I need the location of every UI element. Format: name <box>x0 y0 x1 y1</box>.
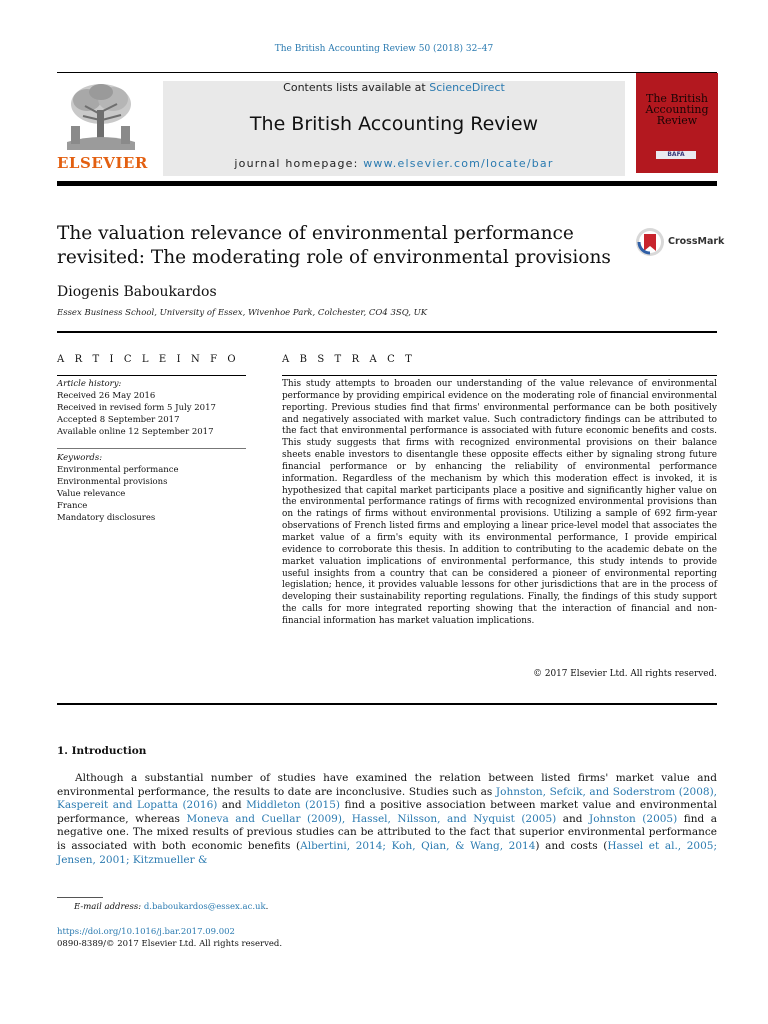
elsevier-wordmark: ELSEVIER <box>57 154 148 172</box>
citation-link[interactable]: Johnston (2005) <box>589 812 678 825</box>
journal-title: The British Accounting Review <box>249 113 539 135</box>
introduction-heading: 1. Introduction <box>57 745 147 757</box>
history-item: Received 26 May 2016 <box>57 390 156 401</box>
citation-link[interactable]: Albertini, 2014; Koh, Qian, & Wang, 2014 <box>300 839 536 852</box>
keyword-item: France <box>57 500 88 511</box>
section-rule <box>57 703 717 705</box>
intro-text-run: and <box>217 799 247 812</box>
contents-prefix: Contents lists available at <box>283 81 430 94</box>
abstract-copyright: © 2017 Elsevier Ltd. All rights reserved. <box>533 669 717 679</box>
email-suffix: . <box>265 902 269 912</box>
article-history <box>57 379 246 439</box>
crossmark-icon <box>635 227 665 257</box>
history-item: Received in revised form 5 July 2017 <box>57 402 216 413</box>
section-rule <box>57 331 717 333</box>
footnote-rule <box>57 897 103 898</box>
crossmark-label: CrossMark <box>668 236 725 247</box>
doi-link[interactable]: https://doi.org/10.1016/j.bar.2017.09.002 <box>57 927 235 937</box>
intro-text-run: and <box>556 812 590 825</box>
abstract-rule <box>282 375 717 376</box>
abstract-text: This study attempts to broaden our understanding of the value relevance of environmental performance by providing empirical evidence on the moderating role of financial environmental reporting. Previous studies find that firms' environmental performance can be both positively and negatively associated with market value. Such contradictory findings can be attributed to the fact that environmental performance is associated with future economic benefits and costs. This study suggests that firms with recognized environmental provisions on their balance sheets enable investors to disentangle these opposite effects either by signaling strong future financial performance or by enhancing the reliability of environmental performance information. Regardless of the mechanism by which this moderation effect is invoked, it is hypothesized that capital market participants place a positive and significantly higher value on the environmental performance ratings of firms with recognized environmental provisions than on the ratings of firms without environmental provisions. Utilizing a sample of 692 firm-year observations of French listed firms and employing a linear price-level model that associates the market value of a firm's equity with its environmental performance, I provide empirical evidence to corroborate this thesis. In addition to contributing to the academic debate on the market valuation implications of environmental performance, this study intends to provide useful insights from a country that can be considered a pioneer of environmental reporting legislation; hence, it provides valuable lessons for other jurisdictions that are in the process of developing their sustainability reporting regulations. Finally, the findings of this study support the calls for more integrated reporting showing that the interaction of financial and non-financial information has market valuation implications. <box>282 379 717 626</box>
intro-text-run: Although a substantial number of studies have examined the relation between listed firms' market value and environmental performance, the results to date are inconclusive. Studies such as <box>57 772 717 798</box>
article-title: The valuation relevance of environmental performance revisited: The moderating role of environmental provisions <box>57 223 611 268</box>
masthead-thick-rule <box>57 181 717 186</box>
abstract-heading: A B S T R A C T <box>282 354 416 365</box>
keyword-item: Environmental performance <box>57 464 179 475</box>
intro-text-run: find a negative one. The mixed results of previous studies can be attributed to the fact that superior environmental performance is associated with both economic benefits ( <box>57 812 717 852</box>
citation-link[interactable]: Johnston, Sefcik, and Soderstrom (2008), Kaspereit and Lopatta (2016) <box>57 785 717 812</box>
keyword-item: Mandatory disclosures <box>57 512 156 523</box>
journal-banner <box>163 81 625 176</box>
keyword-item: Value relevance <box>57 488 126 499</box>
email-label: E-mail address: <box>74 902 144 912</box>
citation-link[interactable]: Middleton (2015) <box>246 799 340 812</box>
intro-text-run: ) and costs ( <box>535 839 608 852</box>
elsevier-logo <box>57 80 147 176</box>
article-info-rule <box>57 375 246 376</box>
journal-cover-image <box>636 73 718 173</box>
masthead-top-rule <box>57 72 717 73</box>
history-label: Article history: <box>57 379 122 389</box>
keyword-item: Environmental provisions <box>57 476 168 487</box>
keywords-label: Keywords: <box>57 453 103 463</box>
cover-badge: BAFA <box>656 151 696 159</box>
sciencedirect-link[interactable]: ScienceDirect <box>429 81 505 94</box>
author-affiliation: Essex Business School, University of Essex, Wivenhoe Park, Colchester, CO4 3SQ, UK <box>57 308 428 318</box>
citation-link[interactable]: Moneva and Cuellar (2009), Hassel, Nilsson, and Nyquist (2005) <box>186 812 557 825</box>
keywords-rule <box>57 448 246 449</box>
contents-line <box>163 81 625 94</box>
keywords <box>57 453 246 524</box>
article-info-heading: A R T I C L E I N F O <box>57 354 240 365</box>
issn-copyright: 0890-8389/© 2017 Elsevier Ltd. All rights reserved. <box>57 939 283 949</box>
cover-title: The British Accounting Review <box>645 92 709 127</box>
homepage-prefix: journal homepage: <box>234 157 364 170</box>
history-item: Available online 12 September 2017 <box>57 426 214 437</box>
citation-link[interactable]: Hassel et al., 2005; Jensen, 2001; Kitzmueller & <box>57 839 717 866</box>
homepage-line <box>163 157 625 170</box>
author-name: Diogenis Baboukardos <box>57 284 217 300</box>
email-link[interactable]: d.baboukardos@essex.ac.uk <box>143 902 266 912</box>
journal-citation-link[interactable]: The British Accounting Review 50 (2018) 32–47 <box>274 44 494 54</box>
crossmark-button[interactable] <box>635 227 725 257</box>
email-footnote <box>74 902 268 912</box>
intro-text-run: find a positive association between market value and environmental performance, whereas <box>57 799 718 825</box>
homepage-link[interactable]: www.elsevier.com/locate/bar <box>363 157 554 170</box>
introduction-paragraph <box>57 772 717 867</box>
history-item: Accepted 8 September 2017 <box>57 414 180 425</box>
elsevier-tree-icon <box>57 80 145 152</box>
